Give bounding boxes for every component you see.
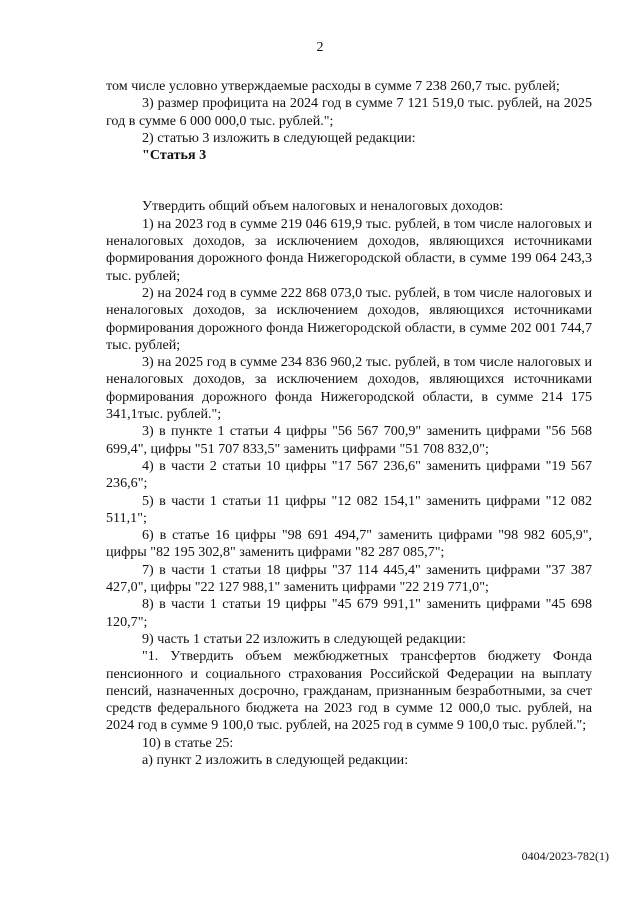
paragraph-revenue-2023: 1) на 2023 год в сумме 219 046 619,9 тыс. рублей, в том числе налоговых и неналоговых доходов, за исключением доходов, являющихся источниками формирования дорожного фонда Нижегородской области, в сумме 199 064 243,3 тыс. рублей;: [106, 215, 592, 284]
paragraph-continuation: том числе условно утверждаемые расходы в сумме 7 238 260,7 тыс. рублей;: [106, 78, 560, 94]
article-3-heading: "Статья 3: [142, 147, 207, 164]
paragraph-revenue-2024: 2) на 2024 год в сумме 222 868 073,0 тыс. рублей, в том числе налоговых и неналоговых доходов, за исключением доходов, являющихся источниками формирования дорожного фонда Нижегородской области, в сумме 202 001 744,7 тыс. рублей;: [106, 284, 592, 353]
paragraph-surplus: 3) размер профицита на 2024 год в сумме 7 121 519,0 тыс. рублей, на 2025 год в сумме 6 000 000,0 тыс. рублей.";: [106, 95, 592, 129]
paragraph-item-8: 8) в части 1 статьи 19 цифры "45 679 991,1" заменить цифрами "45 698 120,7";: [106, 596, 592, 630]
paragraph-pension-transfer: "1. Утвердить объем межбюджетных трансфертов бюджету Фонда пенсионного и социального страхования Российской Федерации на выплату пенсий, назначенных досрочно, гражданам, признанным безработными, за счет средств федерального бюджета на 2023 год в сумме 12 000,0 тыс. рублей, на 2024 год в сумме 9 100,0 тыс. рублей, на 2025 год в сумме 9 100,0 тыс. рублей.";: [106, 648, 592, 734]
paragraph-item-10a: а) пункт 2 изложить в следующей редакции:: [142, 751, 409, 768]
paragraph-revenue-intro: Утвердить общий объем налоговых и неналоговых доходов:: [142, 198, 504, 215]
document-body: [106, 78, 592, 769]
paragraph-item-9: 9) часть 1 статьи 22 изложить в следующей редакции:: [142, 630, 466, 647]
document-code: 0404/2023-782(1): [521, 849, 609, 863]
page-number: 2: [316, 40, 324, 55]
paragraph-item-6: 6) в статье 16 цифры "98 691 494,7" заменить цифрами "98 982 605,9", цифры "82 195 302,8" заменить цифрами "82 287 085,7";: [106, 527, 592, 561]
paragraph-revenue-2025: 3) на 2025 год в сумме 234 836 960,2 тыс. рублей, в том числе налоговых и неналоговых доходов, за исключением доходов, являющихся источниками формирования дорожного фонда Нижегородской области, в сумме 214 175 341,1тыс. рублей.";: [106, 354, 592, 423]
blank-line: [106, 164, 592, 198]
paragraph-item-3: 3) в пункте 1 статьи 4 цифры "56 567 700,9" заменить цифрами "56 568 699,4", цифры "51 707 833,5" заменить цифрами "51 708 832,0";: [106, 423, 592, 457]
paragraph-article-3-intro: 2) статью 3 изложить в следующей редакции:: [142, 129, 416, 146]
paragraph-item-10: 10) в статье 25:: [142, 734, 234, 751]
paragraph-item-7: 7) в части 1 статьи 18 цифры "37 114 445,4" заменить цифрами "37 387 427,0", цифры "22 127 988,1" заменить цифрами "22 219 771,0";: [106, 561, 592, 596]
paragraph-item-5: 5) в части 1 статьи 11 цифры "12 082 154,1" заменить цифрами "12 082 511,1";: [106, 492, 592, 526]
paragraph-item-4: 4) в части 2 статьи 10 цифры "17 567 236,6" заменить цифрами "19 567 236,6";: [106, 457, 592, 492]
